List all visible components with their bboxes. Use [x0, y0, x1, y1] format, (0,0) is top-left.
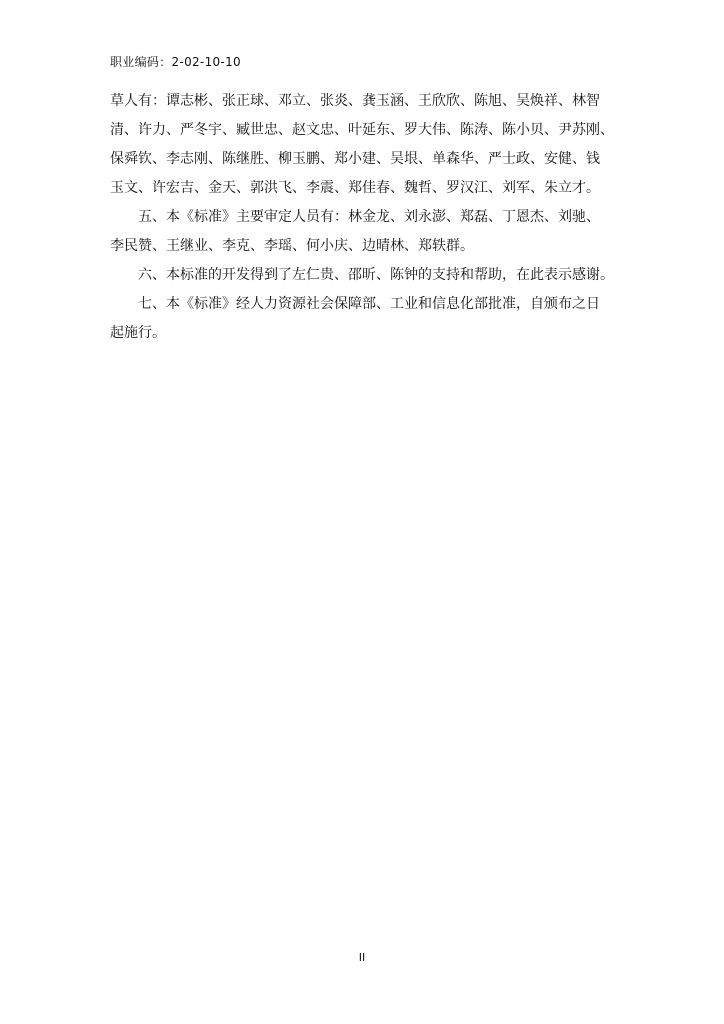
thanks-paragraph — [110, 261, 616, 290]
text-line: 七、本《标准》经人力资源社会保障部、工业和信息化部批准，自颁布之日 — [138, 296, 600, 312]
text-line: 六、本标准的开发得到了左仁贵、邵昕、陈钟的支持和帮助，在此表示感谢。 — [138, 267, 614, 283]
text-line: 玉文、许宏吉、金天、郭洪飞、李震、郑佳春、魏哲、罗汉江、刘军、朱立才。 — [110, 180, 600, 196]
text-line: 起施行。 — [110, 325, 166, 341]
approval-paragraph — [110, 290, 616, 348]
text-line: 清、许力、严冬宇、臧世忠、赵文忠、叶延东、罗大伟、陈涛、陈小贝、尹苏刚、 — [110, 122, 614, 138]
occupation-code-header: 职业编码：2-02-10-10 — [110, 55, 241, 69]
text-line: 五、本《标准》主要审定人员有：林金龙、刘永澎、郑磊、丁恩杰、刘驰、 — [138, 209, 600, 225]
reviewers-paragraph — [110, 203, 616, 261]
text-line: 保舜钦、李志刚、陈继胜、柳玉鹏、郑小建、吴垠、单森华、严士政、安健、钱 — [110, 151, 600, 167]
document-body — [110, 87, 616, 348]
text-line: 草人有：谭志彬、张正球、邓立、张炎、龚玉涵、王欣欣、陈旭、吴焕祥、林智 — [110, 93, 600, 109]
drafters-paragraph — [110, 87, 616, 203]
page-number: II — [358, 951, 366, 964]
text-line: 李民赞、王继业、李克、李瑶、何小庆、边晴林、郑轶群。 — [110, 238, 474, 254]
